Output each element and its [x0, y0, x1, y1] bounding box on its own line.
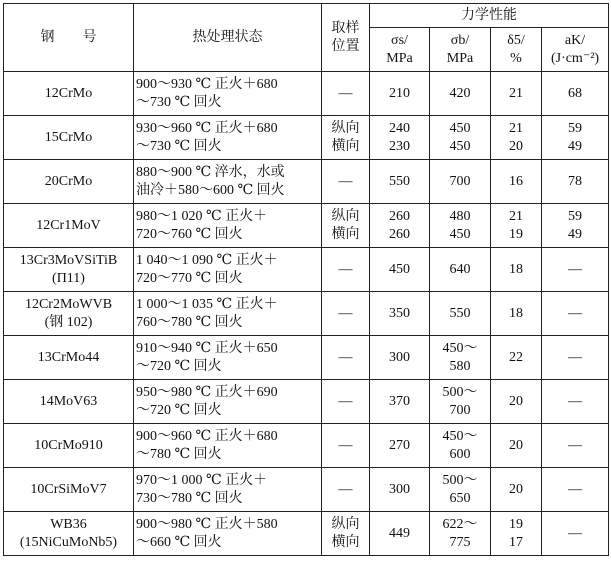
cell-position-line: 横向 [331, 534, 360, 550]
cell-position [322, 116, 370, 160]
cell-treatment-line: ～780 ℃ 回火 [136, 446, 222, 462]
cell-impact-toughness-line: — [568, 525, 582, 541]
cell-grade-line: 12Cr1MoV [36, 217, 101, 233]
cell-impact-toughness [542, 512, 609, 556]
cell-yield-strength-line: 300 [389, 481, 410, 497]
cell-treatment [134, 160, 322, 204]
cell-treatment-line: ～730 ℃ 回火 [136, 138, 222, 154]
cell-impact-toughness-line: 59 [568, 120, 582, 136]
cell-position-line: 纵向 [331, 516, 360, 532]
cell-impact-toughness [542, 292, 609, 336]
cell-treatment-line: 1 040～1 090 ℃ 正火＋ [136, 252, 278, 268]
cell-tensile-strength-line: 640 [449, 261, 471, 277]
cell-impact-toughness-line: — [568, 305, 582, 321]
cell-grade-line: 10CrSiMoV7 [30, 481, 107, 497]
header-impact-toughness [542, 28, 609, 72]
cell-tensile-strength-line: 550 [449, 305, 471, 321]
cell-tensile-strength [430, 424, 491, 468]
cell-yield-strength [370, 160, 430, 204]
cell-elongation-line: 20 [509, 138, 523, 154]
cell-impact-toughness [542, 160, 609, 204]
cell-tensile-strength-line: 775 [449, 534, 471, 550]
cell-tensile-strength-line: 500～ [442, 472, 478, 488]
header-delta5-unit: % [510, 50, 522, 66]
cell-yield-strength-line: 450 [389, 261, 410, 277]
cell-elongation-line: 19 [509, 226, 523, 242]
cell-yield-strength [370, 204, 430, 248]
cell-grade [4, 380, 134, 424]
header-position-line2: 位置 [331, 38, 360, 54]
cell-grade-line: WB36 [50, 516, 87, 532]
cell-position-line: — [338, 85, 353, 101]
cell-grade [4, 512, 134, 556]
table-row [4, 204, 609, 248]
cell-impact-toughness-line: 68 [568, 85, 582, 101]
cell-position-line: — [338, 393, 353, 409]
cell-grade [4, 424, 134, 468]
cell-position-line: — [338, 305, 353, 321]
cell-position-line: 横向 [331, 226, 360, 242]
cell-elongation [491, 468, 542, 512]
cell-position [322, 380, 370, 424]
cell-impact-toughness [542, 336, 609, 380]
cell-tensile-strength-line: 500～ [442, 384, 478, 400]
header-treatment: 热处理状态 [134, 4, 322, 72]
cell-tensile-strength-line: 450 [449, 226, 471, 242]
cell-treatment-line: 720～760 ℃ 回火 [136, 226, 243, 242]
cell-grade [4, 468, 134, 512]
cell-elongation-line: 21 [509, 85, 523, 101]
cell-yield-strength-line: 270 [389, 437, 410, 453]
cell-position-line: 纵向 [331, 120, 360, 136]
cell-treatment [134, 116, 322, 160]
cell-yield-strength-line: 370 [389, 393, 410, 409]
cell-tensile-strength-line: 450 [449, 120, 471, 136]
cell-elongation-line: 17 [509, 534, 523, 550]
cell-treatment-line: ～730 ℃ 回火 [136, 94, 222, 110]
cell-tensile-strength-line: 420 [449, 85, 471, 101]
cell-treatment-line: 910～940 ℃ 正火＋650 [136, 340, 278, 356]
cell-elongation [491, 204, 542, 248]
cell-yield-strength-line: 350 [389, 305, 410, 321]
cell-treatment-line: 1 000～1 035 ℃ 正火＋ [136, 296, 278, 312]
cell-treatment-line: 760～780 ℃ 回火 [136, 314, 243, 330]
cell-impact-toughness [542, 424, 609, 468]
header-ak: aK/ [564, 32, 586, 48]
header-sigma-b: σb/ [450, 32, 470, 48]
header-row-top [4, 4, 609, 28]
cell-impact-toughness-line: — [568, 393, 582, 409]
cell-yield-strength-line: 210 [389, 85, 410, 101]
cell-yield-strength [370, 336, 430, 380]
cell-position [322, 424, 370, 468]
cell-yield-strength [370, 292, 430, 336]
cell-tensile-strength [430, 204, 491, 248]
cell-grade-line: (钢 102) [44, 314, 93, 330]
header-grade: 钢 号 [4, 4, 134, 72]
cell-treatment-line: 720～770 ℃ 回火 [136, 270, 243, 286]
table-row [4, 248, 609, 292]
cell-yield-strength [370, 512, 430, 556]
cell-treatment-line: ～720 ℃ 回火 [136, 402, 222, 418]
cell-treatment [134, 248, 322, 292]
cell-impact-toughness-line: 49 [568, 138, 582, 154]
cell-elongation [491, 116, 542, 160]
cell-impact-toughness [542, 468, 609, 512]
cell-tensile-strength [430, 468, 491, 512]
cell-elongation-line: 16 [509, 173, 523, 189]
cell-tensile-strength [430, 512, 491, 556]
cell-treatment-line: 900～980 ℃ 正火＋580 [136, 516, 278, 532]
cell-grade-line: 10CrMo910 [34, 437, 103, 453]
cell-elongation [491, 72, 542, 116]
header-mechanical-properties: 力学性能 [370, 4, 609, 28]
cell-treatment [134, 380, 322, 424]
header-yield-strength [370, 28, 430, 72]
cell-position-line: — [338, 481, 353, 497]
cell-position [322, 512, 370, 556]
cell-grade [4, 116, 134, 160]
table-row [4, 468, 609, 512]
steel-properties-table [3, 3, 609, 556]
cell-position-line: — [338, 261, 353, 277]
cell-position-line: 横向 [331, 138, 360, 154]
cell-elongation-line: 22 [509, 349, 523, 365]
header-elongation [491, 28, 542, 72]
cell-impact-toughness-line: — [568, 349, 582, 365]
cell-grade [4, 292, 134, 336]
cell-treatment-line: 970～1 000 ℃ 正火＋ [136, 472, 268, 488]
cell-impact-toughness [542, 204, 609, 248]
cell-yield-strength [370, 380, 430, 424]
cell-position [322, 468, 370, 512]
cell-tensile-strength [430, 292, 491, 336]
cell-elongation [491, 248, 542, 292]
cell-treatment-line: 油冷＋580～600 ℃ 回火 [136, 182, 285, 198]
cell-grade-line: 15CrMo [44, 129, 93, 145]
cell-grade-line: (П11) [52, 270, 85, 286]
cell-elongation-line: 21 [509, 208, 523, 224]
header-sample-position [322, 4, 370, 72]
cell-treatment-line: 980～1 020 ℃ 正火＋ [136, 208, 268, 224]
cell-tensile-strength [430, 248, 491, 292]
cell-treatment-line: 730～780 ℃ 回火 [136, 490, 243, 506]
cell-elongation-line: 20 [509, 393, 523, 409]
cell-tensile-strength [430, 160, 491, 204]
header-sigma-s-unit: MPa [386, 50, 413, 66]
cell-grade [4, 72, 134, 116]
cell-position [322, 248, 370, 292]
cell-elongation [491, 336, 542, 380]
cell-tensile-strength-line: 622～ [442, 516, 478, 532]
cell-yield-strength-line: 260 [389, 226, 410, 242]
cell-tensile-strength-line: 480 [449, 208, 471, 224]
table-row [4, 72, 609, 116]
cell-impact-toughness-line: — [568, 481, 582, 497]
header-position-line1: 取样 [331, 20, 360, 36]
cell-position [322, 292, 370, 336]
cell-grade-line: 12Cr2MoWVB [24, 296, 113, 312]
cell-elongation-line: 20 [509, 481, 523, 497]
cell-position-line: — [338, 437, 353, 453]
cell-treatment-line: 930～960 ℃ 正火＋680 [136, 120, 278, 136]
cell-treatment-line: 900～960 ℃ 正火＋680 [136, 428, 278, 444]
cell-treatment [134, 468, 322, 512]
cell-impact-toughness [542, 116, 609, 160]
cell-tensile-strength-line: 700 [449, 173, 471, 189]
cell-yield-strength [370, 248, 430, 292]
cell-grade-line: 13Cr3MoVSiTiB [19, 252, 118, 268]
cell-position [322, 336, 370, 380]
cell-treatment-line: ～660 ℃ 回火 [136, 534, 222, 550]
cell-tensile-strength-line: 580 [449, 358, 471, 374]
header-sigma-b-unit: MPa [446, 50, 474, 66]
cell-treatment [134, 336, 322, 380]
cell-elongation [491, 292, 542, 336]
cell-treatment [134, 424, 322, 468]
cell-position [322, 72, 370, 116]
cell-position [322, 204, 370, 248]
cell-treatment-line: 880～900 ℃ 淬水，水或 [136, 164, 285, 180]
cell-grade-line: 12CrMo [44, 85, 93, 101]
cell-position-line: — [338, 349, 353, 365]
cell-elongation [491, 160, 542, 204]
cell-impact-toughness [542, 380, 609, 424]
cell-yield-strength [370, 424, 430, 468]
cell-treatment-line: 900～930 ℃ 正火＋680 [136, 76, 278, 92]
cell-tensile-strength-line: 450 [449, 138, 471, 154]
header-tensile-strength [430, 28, 491, 72]
table-row [4, 116, 609, 160]
table-row [4, 424, 609, 468]
table-row [4, 292, 609, 336]
cell-grade [4, 204, 134, 248]
table-row [4, 380, 609, 424]
table-row [4, 512, 609, 556]
cell-tensile-strength-line: 700 [449, 402, 471, 418]
header-ak-unit: (J·cm⁻²) [550, 50, 600, 66]
cell-tensile-strength [430, 380, 491, 424]
cell-treatment [134, 204, 322, 248]
cell-yield-strength-line: 300 [389, 349, 410, 365]
cell-yield-strength-line: 260 [389, 208, 410, 224]
cell-grade [4, 336, 134, 380]
cell-treatment [134, 72, 322, 116]
header-delta5: δ5/ [507, 32, 525, 48]
cell-impact-toughness-line: — [568, 261, 582, 277]
cell-treatment [134, 512, 322, 556]
cell-impact-toughness [542, 248, 609, 292]
cell-elongation-line: 18 [509, 305, 523, 321]
header-sigma-s: σs/ [391, 32, 408, 48]
cell-yield-strength-line: 449 [389, 525, 410, 541]
cell-elongation [491, 380, 542, 424]
cell-impact-toughness-line: 59 [568, 208, 582, 224]
cell-grade [4, 248, 134, 292]
cell-tensile-strength [430, 116, 491, 160]
cell-tensile-strength-line: 650 [449, 490, 471, 506]
cell-grade-line: 14MoV63 [39, 393, 98, 409]
cell-treatment [134, 292, 322, 336]
cell-grade-line: 20CrMo [44, 173, 93, 189]
cell-elongation-line: 18 [509, 261, 523, 277]
cell-yield-strength [370, 72, 430, 116]
table-row [4, 160, 609, 204]
cell-impact-toughness-line: 78 [568, 173, 582, 189]
cell-elongation [491, 512, 542, 556]
cell-grade-line: (15NiCuMoNb5) [19, 534, 118, 550]
cell-tensile-strength [430, 72, 491, 116]
cell-impact-toughness-line: 49 [568, 226, 582, 242]
cell-elongation-line: 20 [509, 437, 523, 453]
cell-elongation-line: 19 [509, 516, 523, 532]
cell-yield-strength-line: 240 [389, 120, 410, 136]
cell-treatment-line: 950～980 ℃ 正火＋690 [136, 384, 278, 400]
table-body [4, 72, 609, 556]
cell-yield-strength-line: 230 [389, 138, 410, 154]
cell-impact-toughness [542, 72, 609, 116]
table-row [4, 336, 609, 380]
cell-position [322, 160, 370, 204]
cell-yield-strength [370, 468, 430, 512]
cell-impact-toughness-line: — [568, 437, 582, 453]
cell-grade [4, 160, 134, 204]
cell-elongation-line: 21 [509, 120, 523, 136]
cell-treatment-line: ～720 ℃ 回火 [136, 358, 222, 374]
cell-tensile-strength-line: 600 [449, 446, 471, 462]
cell-elongation [491, 424, 542, 468]
cell-grade-line: 13CrMo44 [37, 349, 100, 365]
cell-tensile-strength-line: 450～ [442, 428, 478, 444]
cell-tensile-strength [430, 336, 491, 380]
cell-position-line: — [338, 173, 353, 189]
cell-tensile-strength-line: 450～ [442, 340, 478, 356]
cell-yield-strength-line: 550 [389, 173, 410, 189]
cell-yield-strength [370, 116, 430, 160]
cell-position-line: 纵向 [331, 208, 360, 224]
